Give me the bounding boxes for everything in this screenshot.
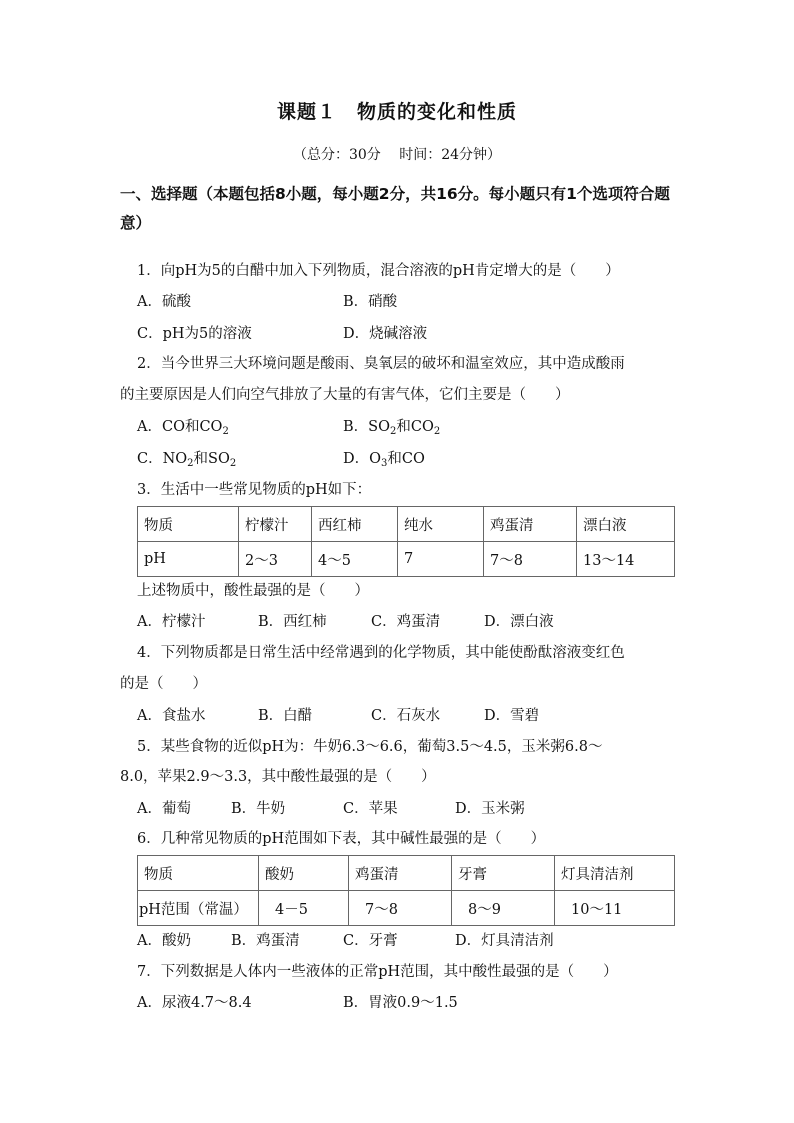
q4-option-a: A．食盐水 [137, 708, 206, 724]
q5-option-a: A．葡萄 [137, 801, 191, 817]
q1-option-c: C．pH为5的溶液 [137, 326, 252, 342]
table-cell: 7～8 [349, 891, 452, 926]
page-title: 课题１ 物质的变化和性质 [276, 101, 517, 123]
table-cell: 10～11 [555, 891, 675, 926]
q4-option-b: B．白醋 [258, 708, 313, 724]
q3-option-a: A．柠檬汁 [137, 614, 206, 630]
q1-option-b: B．硝酸 [343, 294, 398, 310]
table-cell: 鸡蛋清 [349, 856, 452, 891]
table-cell: 8～9 [452, 891, 555, 926]
score-time-info: （总分：30分 时间：24分钟） [292, 147, 502, 163]
table-cell: 7～8 [484, 542, 577, 577]
question-5-stem-line2: 8.0，苹果2.9～3.3，其中酸性最强的是（ ） [120, 769, 436, 785]
q2-option-c: C．$NO_2$和$SO_2$ [137, 451, 237, 469]
q5-option-b: B．牛奶 [231, 801, 286, 817]
q3-option-c: C．鸡蛋清 [371, 614, 441, 630]
table-row [138, 891, 675, 926]
table-cell: 灯具清洁剂 [555, 856, 675, 891]
table-cell: 牙膏 [452, 856, 555, 891]
table-row [138, 542, 675, 577]
table-cell: 7 [398, 542, 484, 577]
q3-option-b: B．西红柿 [258, 614, 327, 630]
question-1-stem: 1．向pH为5的白醋中加入下列物质，混合溶液的pH肯定增大的是（ ） [137, 263, 620, 279]
table-cell: 纯水 [398, 507, 484, 542]
q6-option-b: B．鸡蛋清 [231, 933, 300, 949]
question-7-stem: 7．下列数据是人体内一些液体的正常pH范围，其中酸性最强的是（ ） [137, 964, 618, 980]
section-heading: 一、选择题（本题包括8小题，每小题2分，共16分。每小题只有1个选项符合题意） [120, 185, 670, 232]
table-cell: 4～5 [312, 542, 398, 577]
q2-option-a: A．CO和$CO_2$ [137, 419, 229, 437]
table-cell: 物质 [138, 507, 239, 542]
q6-option-a: A．酸奶 [137, 933, 191, 949]
table-header-row [138, 856, 675, 891]
q1-option-a: A．硫酸 [137, 294, 191, 310]
q4-option-d: D．雪碧 [484, 708, 540, 724]
q4-option-c: C．石灰水 [371, 708, 441, 724]
table-cell: 酸奶 [259, 856, 349, 891]
question-4-stem-line2: 的是（ ） [120, 676, 207, 692]
q3-ph-table [137, 506, 675, 577]
table-cell: 柠檬汁 [239, 507, 312, 542]
q2-option-b: B．$SO_2$和$CO_2$ [343, 419, 441, 437]
q6-ph-table [137, 855, 675, 926]
question-5-stem-line1: 5．某些食物的近似pH为：牛奶6.3～6.6，葡萄3.5～4.5，玉米粥6.8～ [137, 739, 603, 755]
q6-option-d: D．灯具清洁剂 [455, 933, 554, 949]
q1-option-d: D．烧碱溶液 [343, 326, 428, 342]
table-cell: pH范围（常温） [138, 891, 259, 926]
question-2-stem-line2: 的主要原因是人们向空气排放了大量的有害气体，它们主要是（ ） [120, 387, 570, 403]
table-cell: 西红柿 [312, 507, 398, 542]
q7-option-b: B．胃液0.9～1.5 [343, 995, 458, 1011]
table-cell: 鸡蛋清 [484, 507, 577, 542]
q3-after-table-text: 上述物质中，酸性最强的是（ ） [137, 583, 369, 599]
q6-option-c: C．牙膏 [343, 933, 398, 949]
table-cell: 物质 [138, 856, 259, 891]
q5-option-d: D．玉米粥 [455, 801, 525, 817]
q3-option-d: D．漂白液 [484, 614, 554, 630]
q2-option-d: D．$O_3$和CO [343, 451, 425, 469]
table-cell: 2～3 [239, 542, 312, 577]
question-6-stem: 6．几种常见物质的pH范围如下表，其中碱性最强的是（ ） [137, 831, 546, 847]
table-cell: pH [138, 542, 239, 577]
q7-option-a: A．尿液4.7～8.4 [137, 995, 252, 1011]
q5-option-c: C．苹果 [343, 801, 398, 817]
question-2-stem-line1: 2．当今世界三大环境问题是酸雨、臭氧层的破坏和温室效应，其中造成酸雨 [137, 356, 625, 372]
question-4-stem-line1: 4．下列物质都是日常生活中经常遇到的化学物质，其中能使酚酞溶液变红色 [137, 645, 625, 661]
table-header-row [138, 507, 675, 542]
table-cell: 13～14 [577, 542, 675, 577]
question-3-stem: 3．生活中一些常见物质的pH如下： [137, 482, 372, 498]
table-cell: 4－5 [259, 891, 349, 926]
table-cell: 漂白液 [577, 507, 675, 542]
